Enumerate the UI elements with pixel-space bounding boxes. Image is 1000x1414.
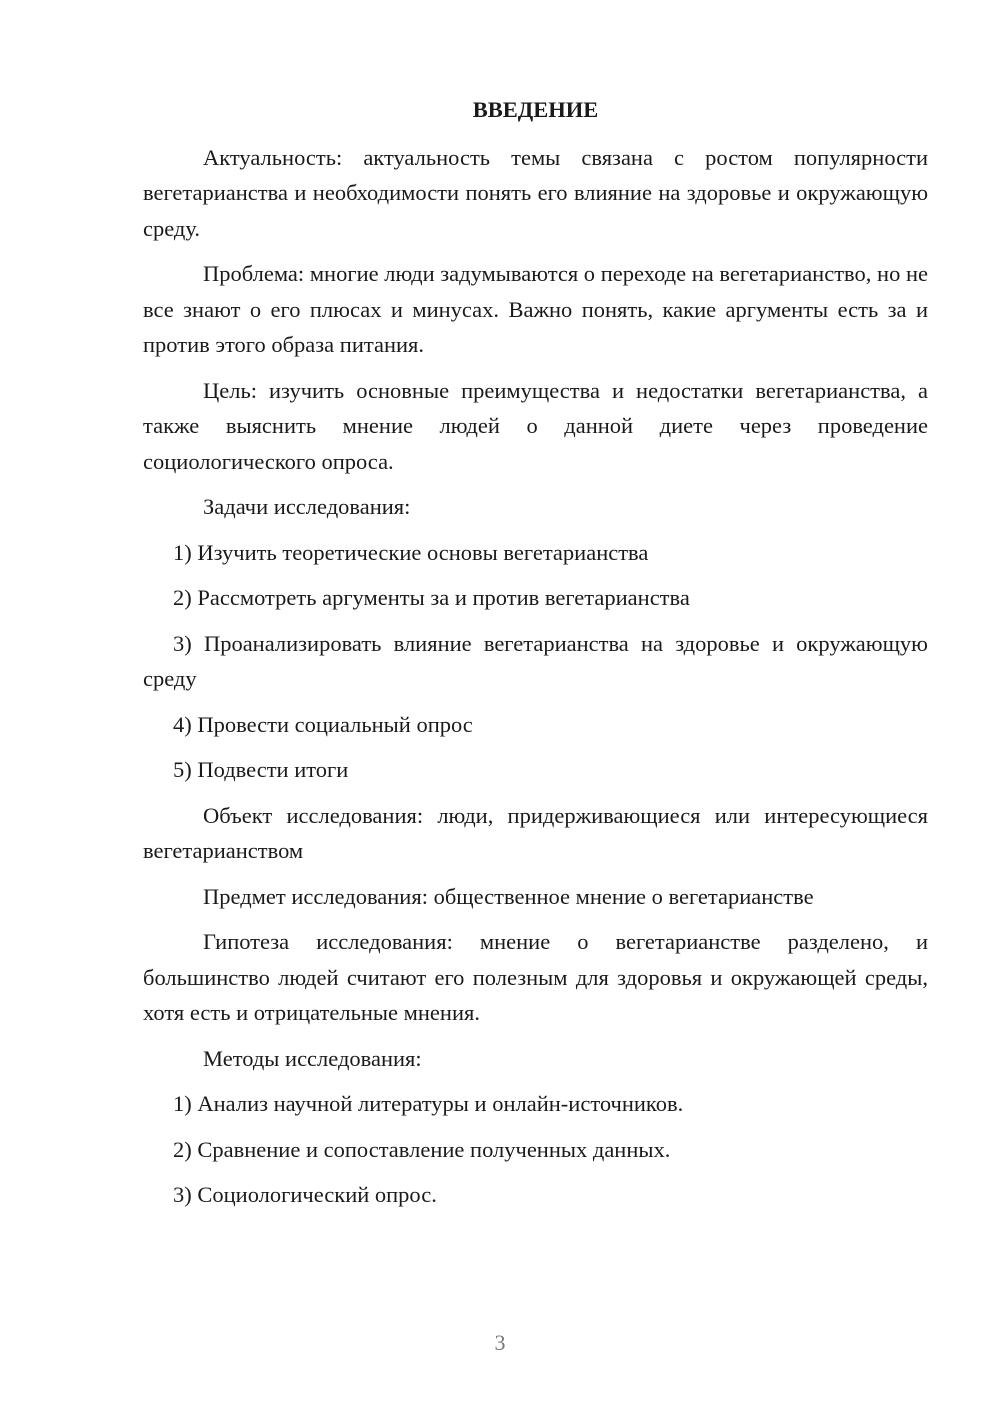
methods-list — [143, 1086, 928, 1213]
tasks-list — [143, 535, 928, 788]
task-item-2: 2) Рассмотреть аргументы за и против вегетарианства — [173, 585, 690, 610]
document-title: ВВЕДЕНИЕ — [472, 97, 599, 122]
goal-paragraph: Цель: изучить основные преимущества и недостатки вегетарианства, а также выяснить мнение людей о данной диете через проведение социологического опроса. — [143, 377, 928, 474]
method-item-2: 2) Сравнение и сопоставление полученных данных. — [173, 1136, 671, 1162]
methods-heading: Методы исследования: — [203, 1045, 422, 1071]
method-item-3: 3) Социологический опрос. — [173, 1182, 437, 1207]
task-item-4: 4) Провести социальный опрос — [173, 711, 473, 737]
task-item-3: 3) Проанализировать влияние вегетарианства на здоровье и окружающую среду — [143, 630, 928, 691]
document-page — [143, 92, 928, 1223]
hypothesis-paragraph: Гипотеза исследования: мнение о вегетарианстве разделено, и большинство людей считают его полезным для здоровья и окружающей среды, хотя есть и отрицательные мнения. — [143, 929, 928, 1025]
method-item-1: 1) Анализ научной литературы и онлайн-источников. — [173, 1091, 684, 1116]
page-number: 3 — [494, 1330, 506, 1355]
subject-paragraph: Предмет исследования: общественное мнение о вегетарианстве — [203, 883, 814, 909]
object-paragraph: Объект исследования: люди, придерживающиеся или интересующиеся вегетарианством — [143, 802, 928, 863]
actuality-paragraph: Актуальность: актуальность темы связана с ростом популярности вегетарианства и необходимости понять его влияние на здоровье и окружающую среду. — [143, 144, 928, 241]
problem-paragraph: Проблема: многие люди задумываются о переходе на вегетарианство, но не все знают о его плюсах и минусах. Важно понять, какие аргументы есть за и против этого образа питания. — [143, 261, 928, 357]
task-item-1: 1) Изучить теоретические основы вегетарианства — [173, 539, 649, 565]
task-item-5: 5) Подвести итоги — [173, 757, 349, 782]
tasks-heading: Задачи исследования: — [203, 494, 411, 519]
